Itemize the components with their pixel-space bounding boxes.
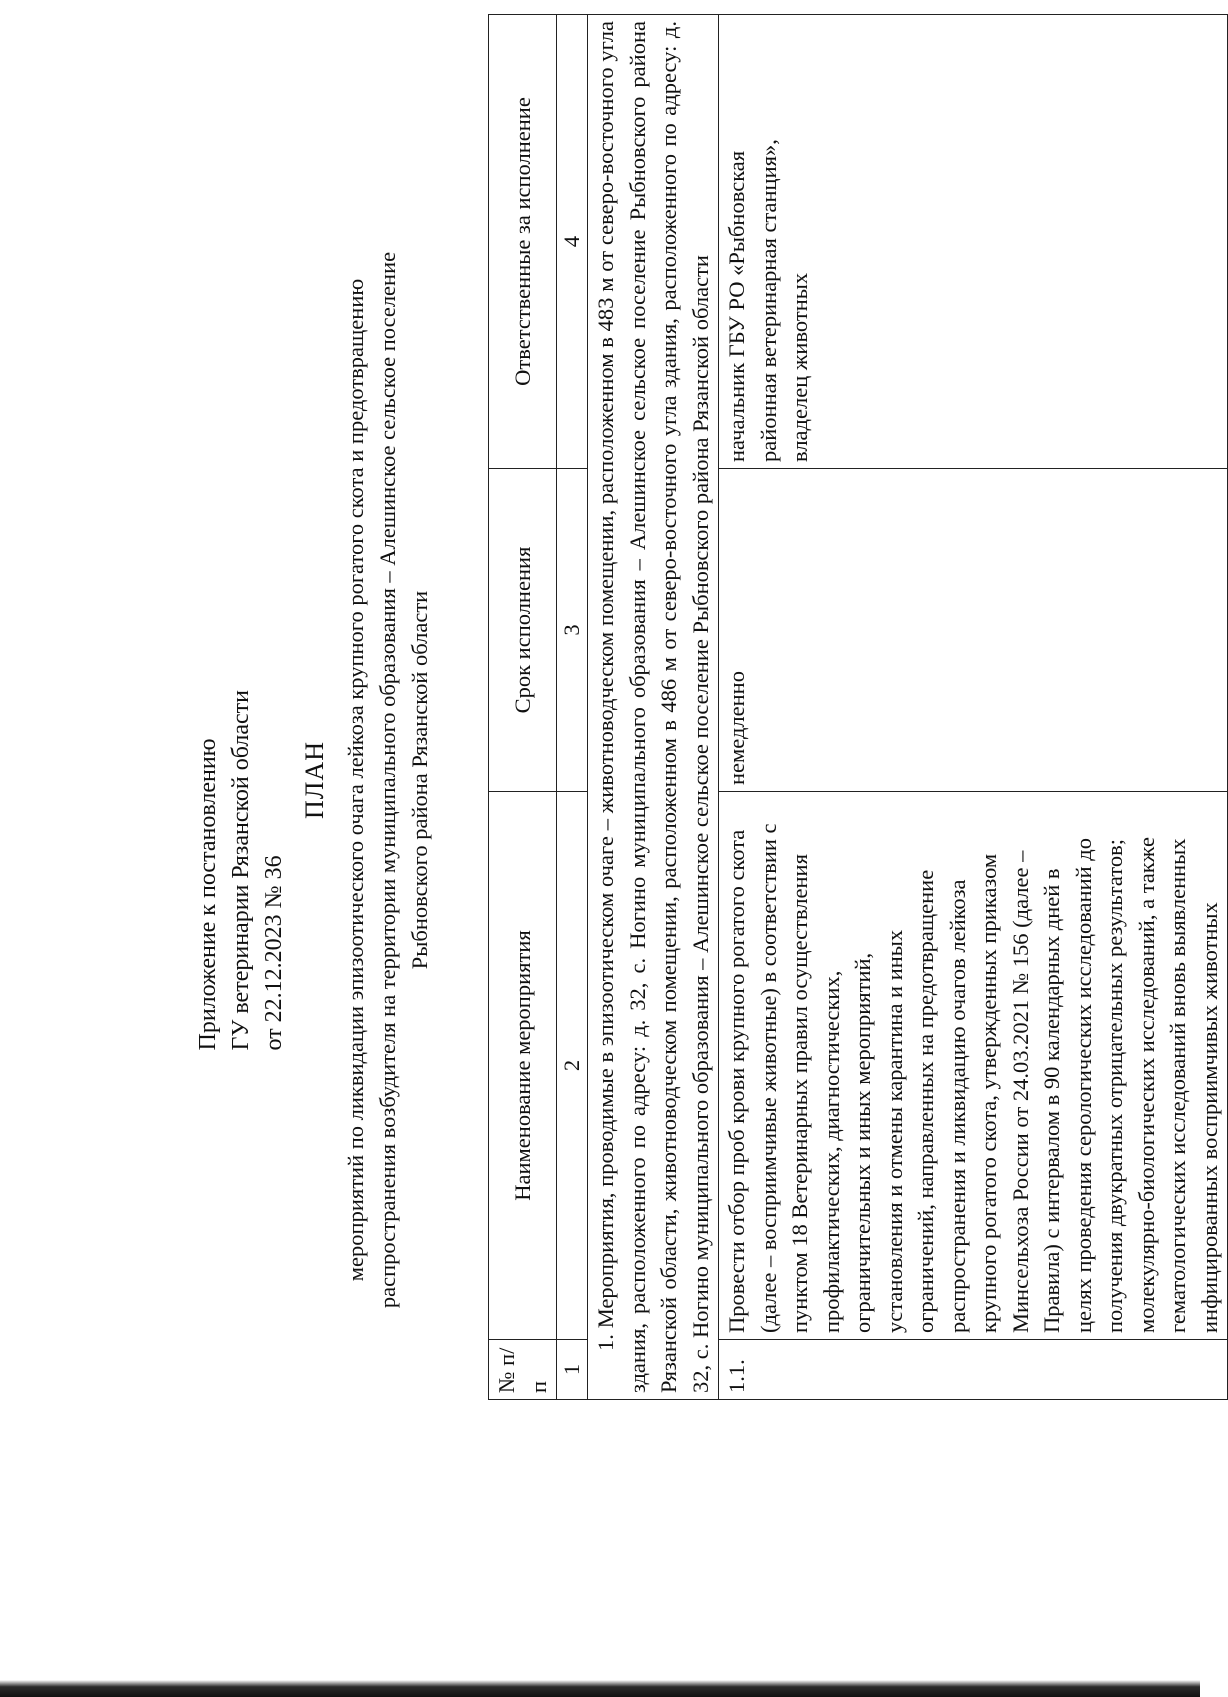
item-name-line: молекулярно-биологических исследований, а также (1133, 837, 1159, 1333)
item-term: немедленно (719, 469, 1228, 792)
item-name-line: установления и отмены карантина и иных (881, 929, 907, 1333)
header-name: Наименование мероприятия (489, 792, 557, 1340)
column-index-2: 2 (557, 792, 588, 1340)
item-name-line: целях проведения серологических исследований до (1070, 838, 1096, 1333)
document-title: ПЛАН (300, 741, 329, 819)
item-name-line: Минсельхоза России от 24.03.2021 № 156 (далее – (1007, 850, 1033, 1333)
responsible-line: начальник ГБУ РО «Рыбновская (724, 150, 749, 462)
item-name-line: распространения и ликвидацию очагов лейкоза (944, 879, 970, 1333)
header-resp: Ответственные за исполнение (489, 15, 557, 469)
header-term: Срок исполнения (489, 469, 557, 792)
plan-table (488, 14, 1228, 1400)
item-responsible (719, 15, 1228, 469)
rotated-document (150, 0, 1222, 1560)
item-name-line: получения двукратных отрицательных результатов; (1102, 839, 1127, 1333)
item-name-line: Провести отбор проб крови крупного рогатого скота (724, 829, 749, 1333)
item-name-line: профилактических, диагностических, (818, 970, 844, 1333)
subtitle-line-1: мероприятий по ликвидации эпизоотического очага лейкоза крупного рогатого скота и предотвращению (343, 278, 368, 1282)
section-row (588, 15, 719, 1400)
item-name-line: (далее – восприимчивые животные) в соответствии с (755, 823, 781, 1333)
column-index-4: 4 (557, 15, 588, 469)
item-name-line: пунктом 18 Ветеринарных правил осуществления (787, 854, 812, 1333)
item-name-line: Правила) с интервалом в 90 календарных дней в (1039, 868, 1064, 1333)
column-index-3: 3 (557, 469, 588, 792)
appendix-note (192, 690, 291, 1051)
appendix-line-1: Приложение к постановлению (195, 738, 221, 1051)
subtitle-line-3: Рыбновского района Рязанской области (407, 590, 432, 970)
scan-edge-shadow (0, 1680, 1200, 1697)
section-heading (588, 15, 719, 1400)
appendix-line-3: от 22.12.2023 № 36 (261, 855, 287, 1051)
column-index-1: 1 (557, 1340, 588, 1400)
document-subtitle (340, 0, 436, 1560)
header-row (489, 15, 557, 1400)
column-index-row (557, 15, 588, 1400)
item-name-line: ограничительных и иных мероприятий, (850, 952, 875, 1333)
item-name-line: инфицированных восприимчивых животных (1196, 902, 1222, 1333)
responsible-line: владелец животных (787, 272, 812, 462)
item-name-line: гематологических исследований вновь выявленных (1165, 838, 1190, 1333)
item-name-line: ограничений, направленных на предотвращение (913, 869, 938, 1333)
appendix-line-2: ГУ ветеринарии Рязанской области (228, 690, 254, 1051)
subtitle-line-2: распространения возбудителя на территории муниципального образования – Алешинское сельское поселение (375, 251, 400, 1309)
item-number: 1.1. (719, 1340, 1228, 1400)
section-text: 1. Мероприятия, проводимые в эпизоотическом очаге – животноводческом помещении, расположенном в 483 м от северо-восточного угла здания, расположенного по адресу: д. 32, с. Ногино муниципального образования – Алешинское сельское поселение Рыбновского района Рязанской области, животноводческом помещении, расположенном в 486 м от северо-восточного угла здания, расположенного по адресу: д. 32, с. Ногино муниципального образования – Алешинское сельское поселение Рыбновского района Рязанской области (593, 21, 713, 1393)
item-name-line: крупного рогатого скота, утвержденных приказом (976, 853, 1001, 1333)
table-row (719, 15, 1228, 1400)
item-name (719, 792, 1228, 1340)
header-num: № п/п (489, 1340, 557, 1400)
responsible-line: районная ветеринарная станция», (755, 139, 781, 462)
